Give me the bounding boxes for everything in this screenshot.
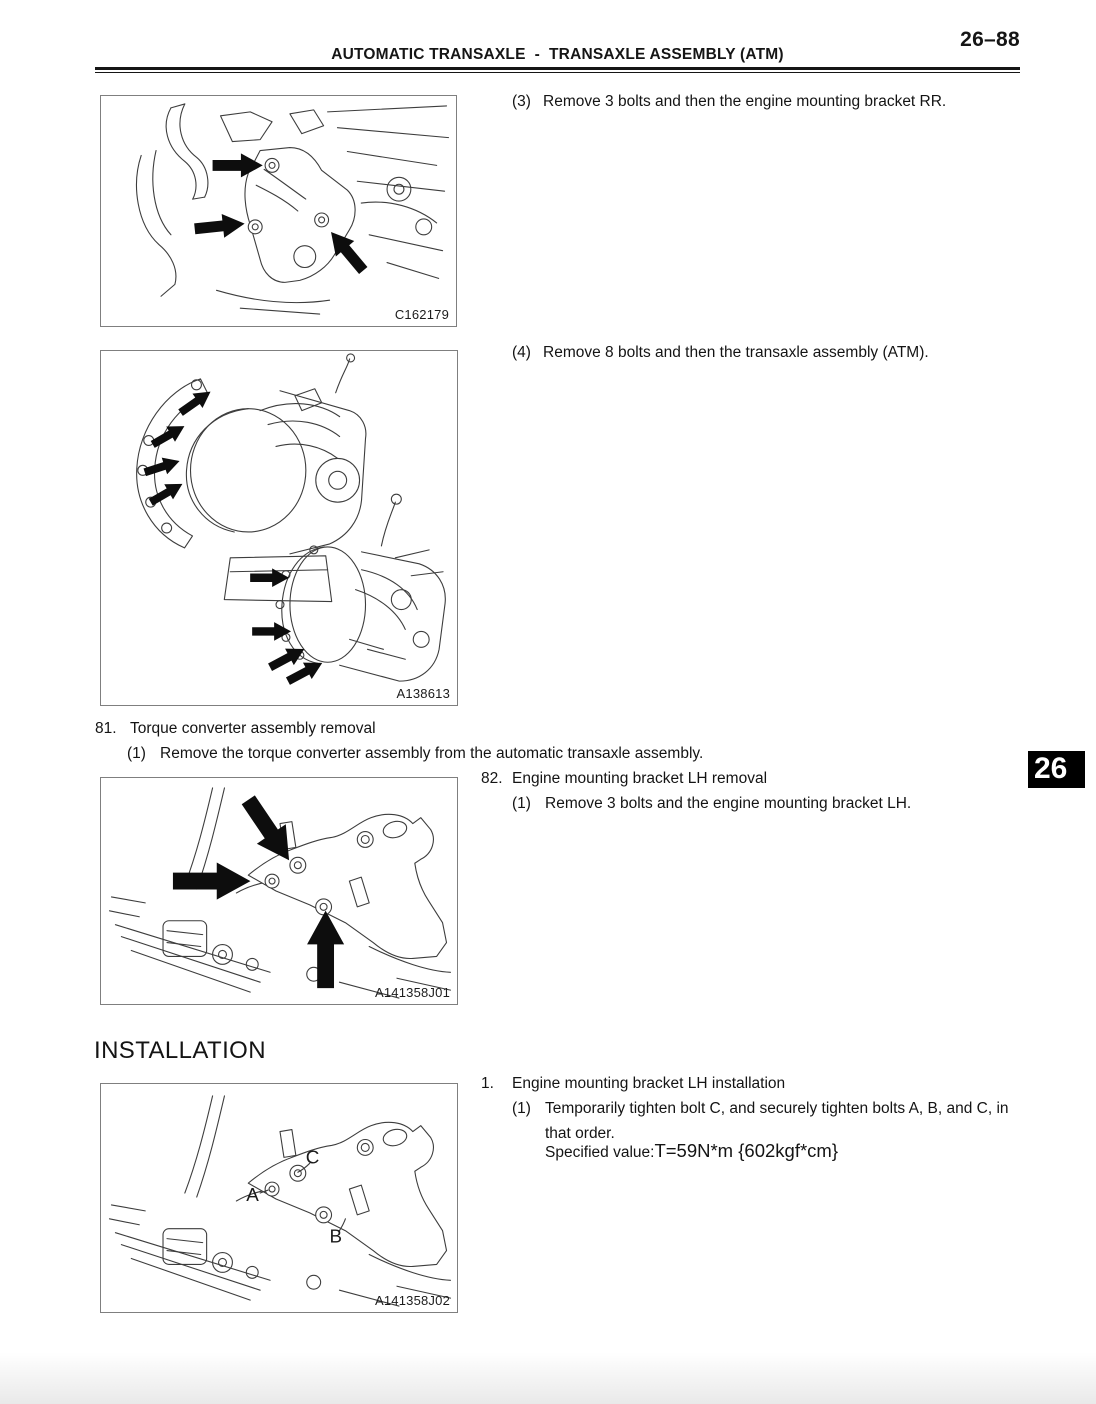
figure-bracket-lh-removal <box>100 777 458 1005</box>
item-number: 82. <box>481 770 503 787</box>
bolt-arrow-icon <box>252 622 291 641</box>
bolt-arrow-icon <box>142 453 182 481</box>
page-bottom-shade <box>0 1352 1096 1404</box>
procedure-item-1 <box>481 1071 1041 1096</box>
step-text: Remove 8 bolts and then the transaxle assembly (ATM). <box>543 344 929 361</box>
item-number: 1. <box>481 1075 494 1092</box>
page-header-title: AUTOMATIC TRANSAXLE - TRANSAXLE ASSEMBLY (ATM) <box>331 46 784 63</box>
specified-value-line <box>545 1140 838 1162</box>
bolt-label-b: B <box>329 1225 343 1247</box>
section-tab: 26 <box>1028 751 1085 788</box>
transaxle-illustration <box>101 351 457 705</box>
procedure-substep <box>512 1096 1025 1146</box>
header-rule <box>95 67 1020 73</box>
substep-text: Temporarily tighten bolt C, and securely tighten bolts A, B, and C, in that order. <box>545 1100 1009 1142</box>
bolt-label-c: C <box>305 1146 320 1168</box>
figure-transaxle-assembly <box>100 350 458 706</box>
step-item-4 <box>512 340 1072 365</box>
procedure-substep <box>512 791 1057 816</box>
spec-label: Specified value: <box>545 1144 655 1161</box>
bracket-lh-removal-illustration <box>101 778 457 1004</box>
figure-code: A138613 <box>396 686 450 701</box>
page-number: 26–88 <box>960 28 1020 51</box>
bracket-lh-install-illustration <box>101 1084 457 1312</box>
bolt-arrow-icon <box>193 212 245 241</box>
bolt-arrow-icon <box>173 863 251 900</box>
figure-code: A141358J01 <box>374 985 450 1000</box>
bolt-label-a: A <box>246 1183 259 1205</box>
item-number: 81. <box>95 720 117 737</box>
item-title: Engine mounting bracket LH installation <box>512 1075 786 1092</box>
spec-value: T=59N*m {602kgf*cm} <box>654 1140 838 1161</box>
procedure-substep <box>127 741 847 766</box>
figure-bracket-lh-install <box>100 1083 458 1313</box>
substep-text: Remove 3 bolts and the engine mounting bracket LH. <box>545 795 912 812</box>
figure-code: C162179 <box>394 307 449 322</box>
item-title: Engine mounting bracket LH removal <box>512 770 768 787</box>
bolt-arrow-icon <box>307 911 344 989</box>
substep-number: (1) <box>512 795 531 812</box>
figure-bracket-rr <box>100 95 457 327</box>
bolt-arrow-icon <box>146 476 186 509</box>
item-title: Torque converter assembly removal <box>130 720 376 737</box>
installation-heading: INSTALLATION <box>94 1037 266 1064</box>
step-number: (4) <box>512 344 531 361</box>
bracket-rr-illustration <box>101 96 456 326</box>
step-text: Remove 3 bolts and then the engine mounting bracket RR. <box>543 93 947 110</box>
step-number: (3) <box>512 93 531 110</box>
step-item-3 <box>512 89 1072 114</box>
substep-number: (1) <box>512 1100 531 1117</box>
figure-code: A141358J02 <box>374 1293 450 1308</box>
procedure-item-82 <box>481 766 1041 791</box>
substep-number: (1) <box>127 745 146 762</box>
procedure-item-81 <box>95 716 895 741</box>
bolt-arrow-icon <box>148 419 188 452</box>
substep-text: Remove the torque converter assembly from the automatic transaxle assembly. <box>160 745 704 762</box>
